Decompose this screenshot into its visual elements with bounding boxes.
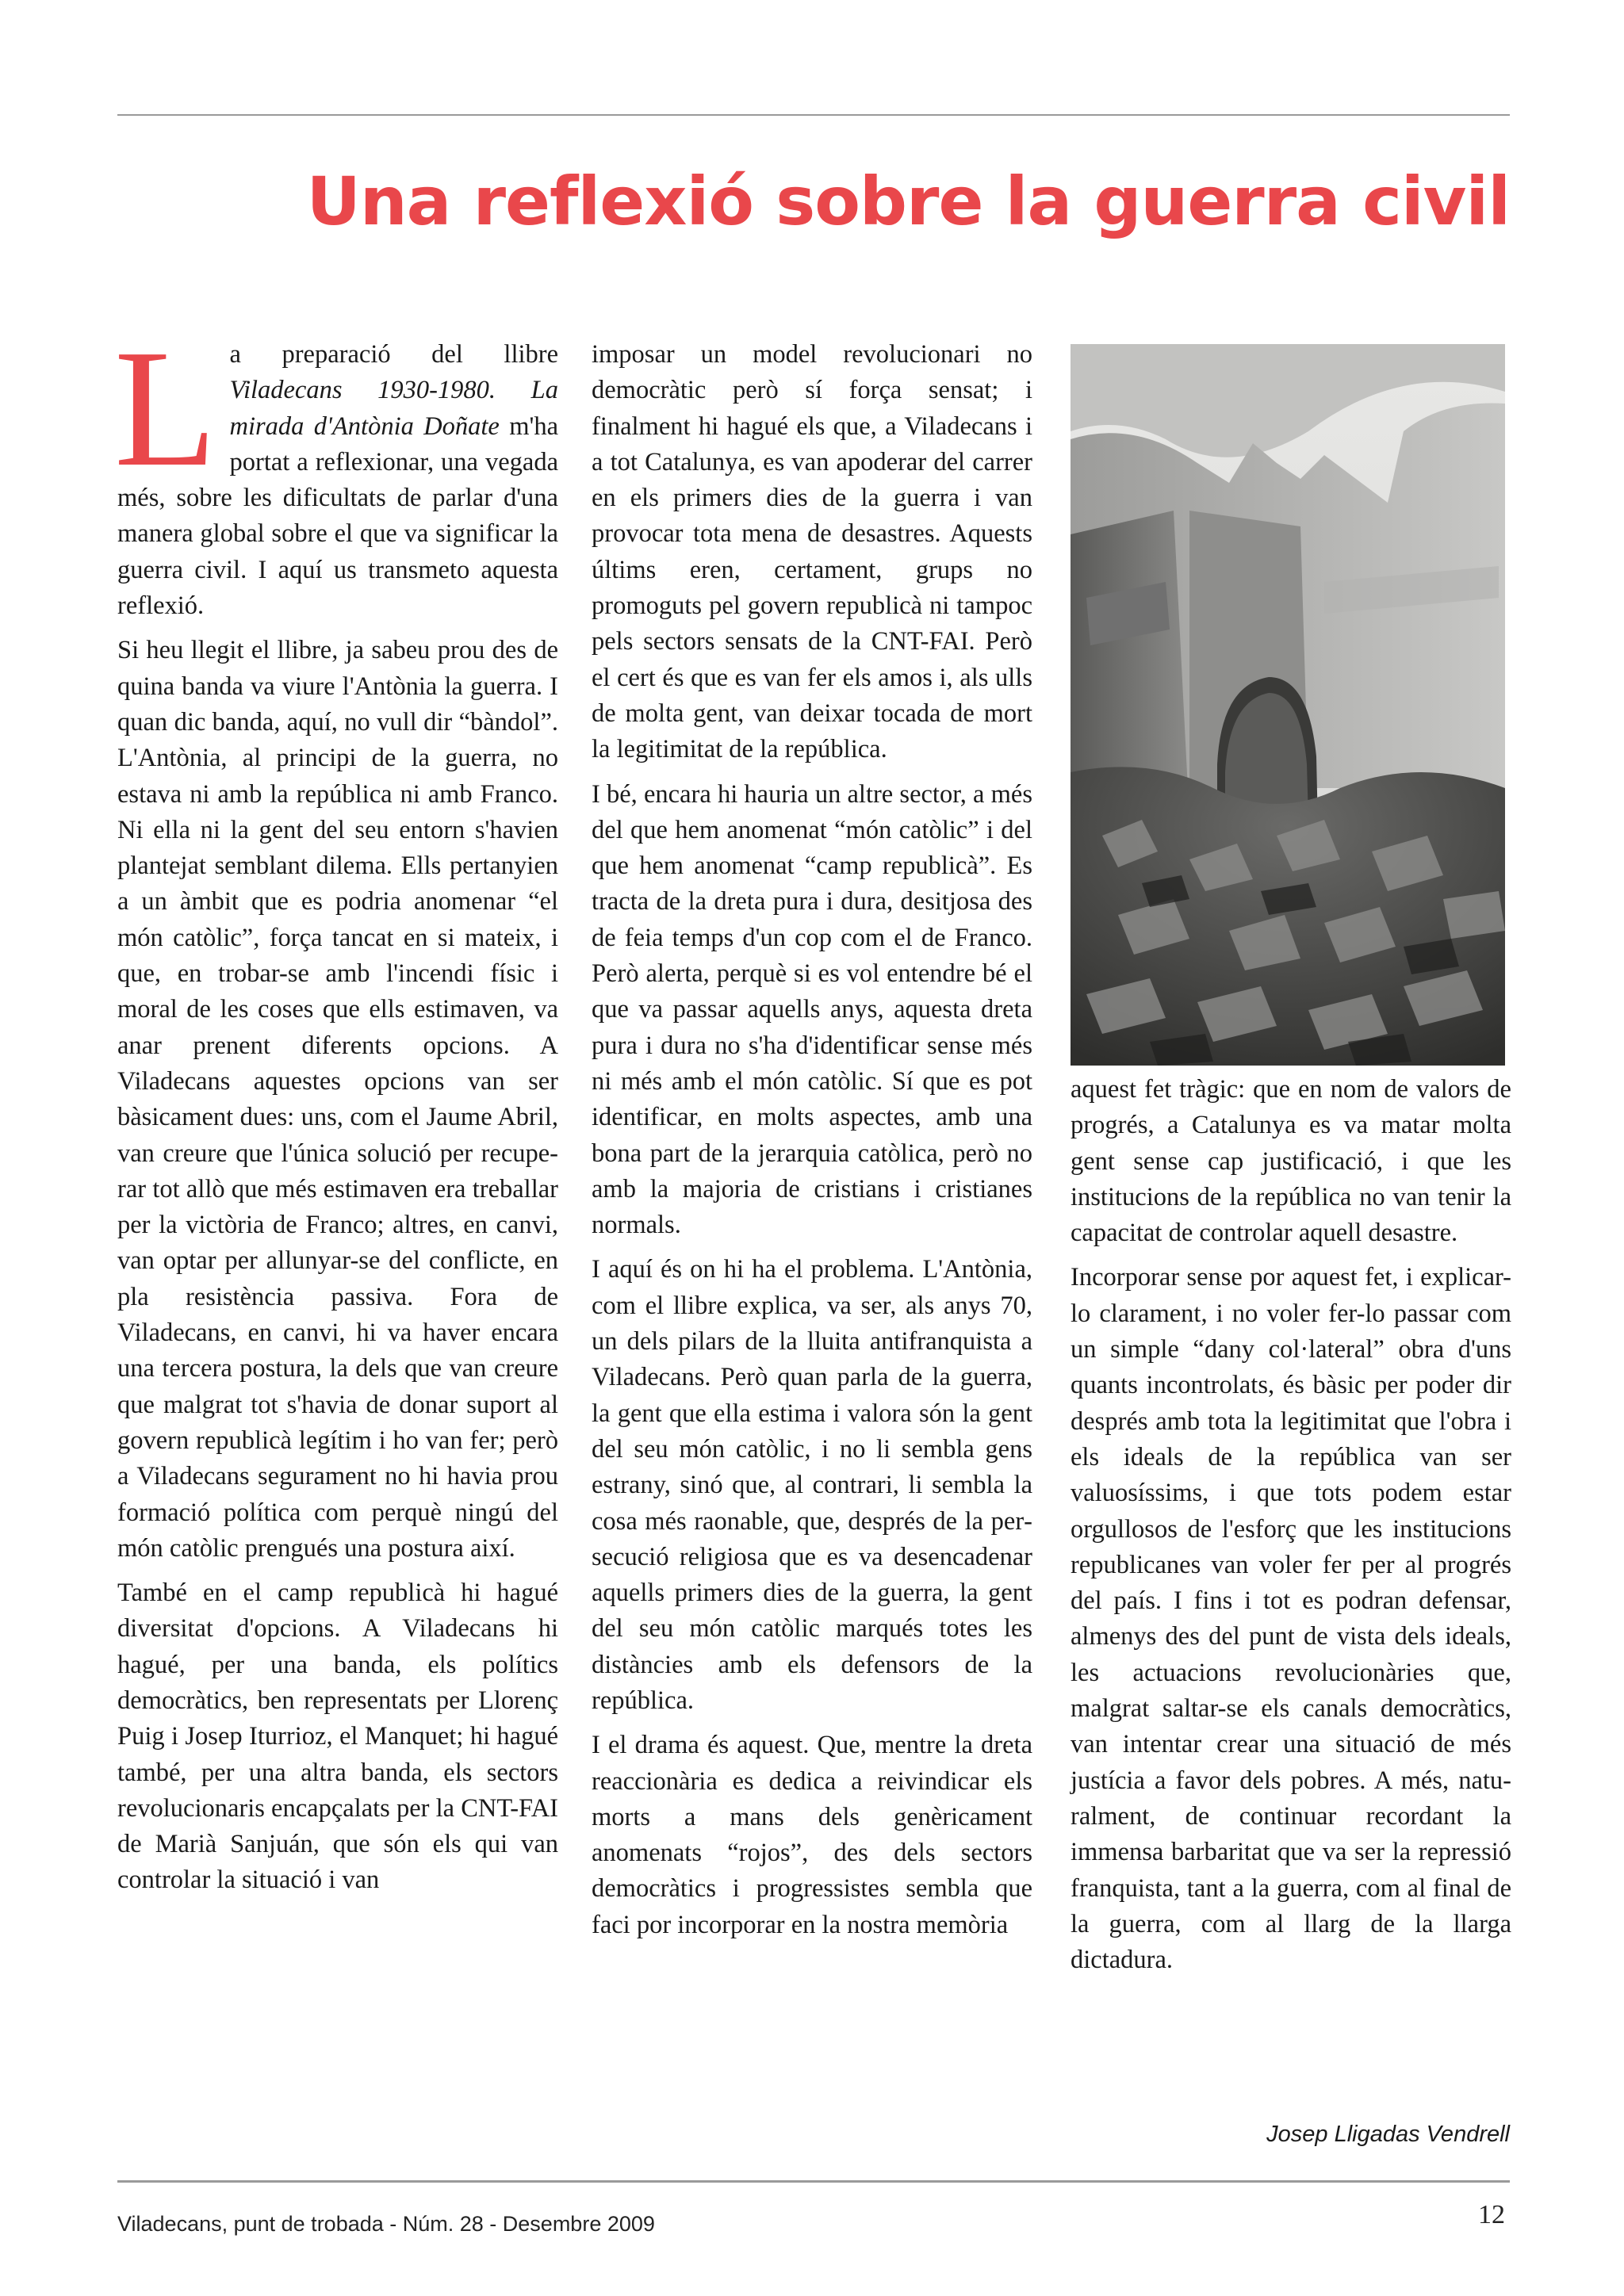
article-column-2	[592, 337, 1032, 1952]
paragraph: Si heu llegit el llibre, ja sabeu prou des de quina banda va viure l'Antònia la guerra. I quan dic banda, aquí, no vull dir “bàndol”. L'Antònia, al principi de la guerra, no estava ni amb la república ni amb Franco. Ni ella ni la gent del seu entorn s'havien plantejat semblant dilema. Ells pertanyien a un àmbit que es podria anomenar “el món catòlic”, força tancat en si mateix, i que, en trobar-se amb l'incendi físic i moral de les coses que ells estimaven, va anar prenent diferents opcions. A Viladecans aquestes opcions van ser bàsicament dues: uns, com el Jaume Abril, van creure que l'única solució per recuperar tot allò que més estimaven era treballar per la victòria de Franco; altres, en canvi, van optar per allunyar-se del conflicte, en pla resistència passiva. Fora de Viladecans, en canvi, hi va haver encara una tercera postura, la dels que van creure que malgrat tot s'havia de donar suport al govern republicà legítim i ho van fer; però a Viladecans segurament no hi havia prou formació política com perquè ningú del món catòlic prengués una postura així.	[117, 636, 558, 1563]
paragraph: a preparació del llibre Viladecans 1930-1980. La mirada d'Antònia Doñate m'ha portat a reflexionar, una vegada més, sobre les dificultats de parlar d'una manera global sobre el que va significar la guerra civil. I aquí us transmeto aquesta reflexió.	[117, 340, 559, 621]
paragraph: I el drama és aquest. Que, mentre la dreta reaccionària es dedica a reivindicar els morts a mans dels genèricament anomenats “rojos”, des dels sectors democràtics i progressistes sembla que faci por incorporar en la nostra memòria	[592, 1731, 1032, 1939]
paragraph: Incorporar sense por aquest fet, i explicar-lo clarament, i no voler fer-lo passar com un simple “dany col·lateral” obra d'uns quants incontrolats, és bàsic per poder dir després amb tota la legitimitat que l'obra i els ideals de la república van ser valuosíssims, i que tots podem estar orgullosos de l'esforç que les institucions republicanes van voler fer per al progrés del país. I fins i tot es podran defensar, almenys des del punt de vista dels ideals, les actuacions revolucionàries que, malgrat saltar-se els canals democràtics, van intentar crear una situació de més justícia a favor dels pobres. A més, naturalment, de continuar recordant la immensa barbaritat que va ser la repressió franquista, tant a la guerra, com al final de la guerra, com al llarg de la llarga dictadura.	[1071, 1263, 1511, 1975]
article-title: Una reflexió sobre la guerra civil	[306, 163, 1510, 240]
footer-publication: Viladecans, punt de trobada - Núm. 28 - Desembre 2009	[117, 2212, 655, 2236]
top-rule	[117, 114, 1510, 116]
bottom-rule	[117, 2180, 1510, 2183]
author-signature: Josep Lligadas Vendrell	[1266, 2122, 1510, 2147]
article-column-1	[114, 315, 559, 1908]
paragraph: imposar un model revolucionari no democràtic però sí força sensat; i finalment hi hagué els que, a Viladecans i a tot Catalunya, es van apoderar del carrer en els primers dies de la guerra i van provocar tota mena de desastres. Aquests últims eren, certament, grups no promoguts pel govern republicà ni tampoc pels sectors sensats de la CNT-FAI. Però el cert és que es van fer els amos i, als ulls de molta gent, van deixar tocada de mort la legitimitat de la república.	[592, 340, 1032, 764]
paragraph: També en el camp republicà hi hagué diversitat d'opcions. A Viladecans hi hagué, per una banda, els polítics democràtics, ben representats per Llorenç Puig i Josep Iturrioz, el Manquet; hi hagué també, per una altra banda, els sectors revolucionaris encapçalats per la CNT-FAI de Marià Sanjuán, que són els qui van controlar la situació i van	[117, 1578, 558, 1895]
paragraph: I bé, encara hi hauria un altre sector, a més del que hem anomenat “món catòlic” i del que hem anomenat “camp republicà”. Es tracta de la dreta pura i dura, desitjosa des de feia temps d'un cop com el de Franco. Però alerta, perquè si es vol entendre bé el que va passar aquells anys, aquesta dreta pura i dura no s'ha d'identificar sense més ni més amb el món catòlic. Sí que es pot identificar, en molts aspectes, amb una bona part de la jerarquia catòlica, però no amb la majoria de cristians i cristianes normals.	[592, 779, 1032, 1240]
paragraph: aquest fet tràgic: que en nom de valors de progrés, a Catalunya es va matar molta gent sense cap justificació, i que les institucions de la república no van tenir la capacitat de controlar aquell desastre.	[1071, 1075, 1511, 1248]
ruined-church-photo	[1071, 344, 1505, 1066]
article-column-3	[1071, 1072, 1511, 1987]
drop-cap: L	[114, 315, 217, 501]
paragraph: I aquí és on hi ha el problema. L'Antònia, com el llibre explica, va ser, als anys 70, un dels pilars de la lluita antifranquista a Viladecans. Però quan parla de la guerra, la gent que ella estima i valora són la gent del seu món catòlic, i no li sembla gens estrany, sinó que, al contrari, li sembla la cosa més raonable, que, després de la persecució religiosa que es va desencadenar aquells primers dies de la guerra, la gent del seu món catòlic marqués totes les distàncies amb els defensors de la república.	[592, 1255, 1032, 1715]
page-number: 12	[1478, 2200, 1505, 2229]
